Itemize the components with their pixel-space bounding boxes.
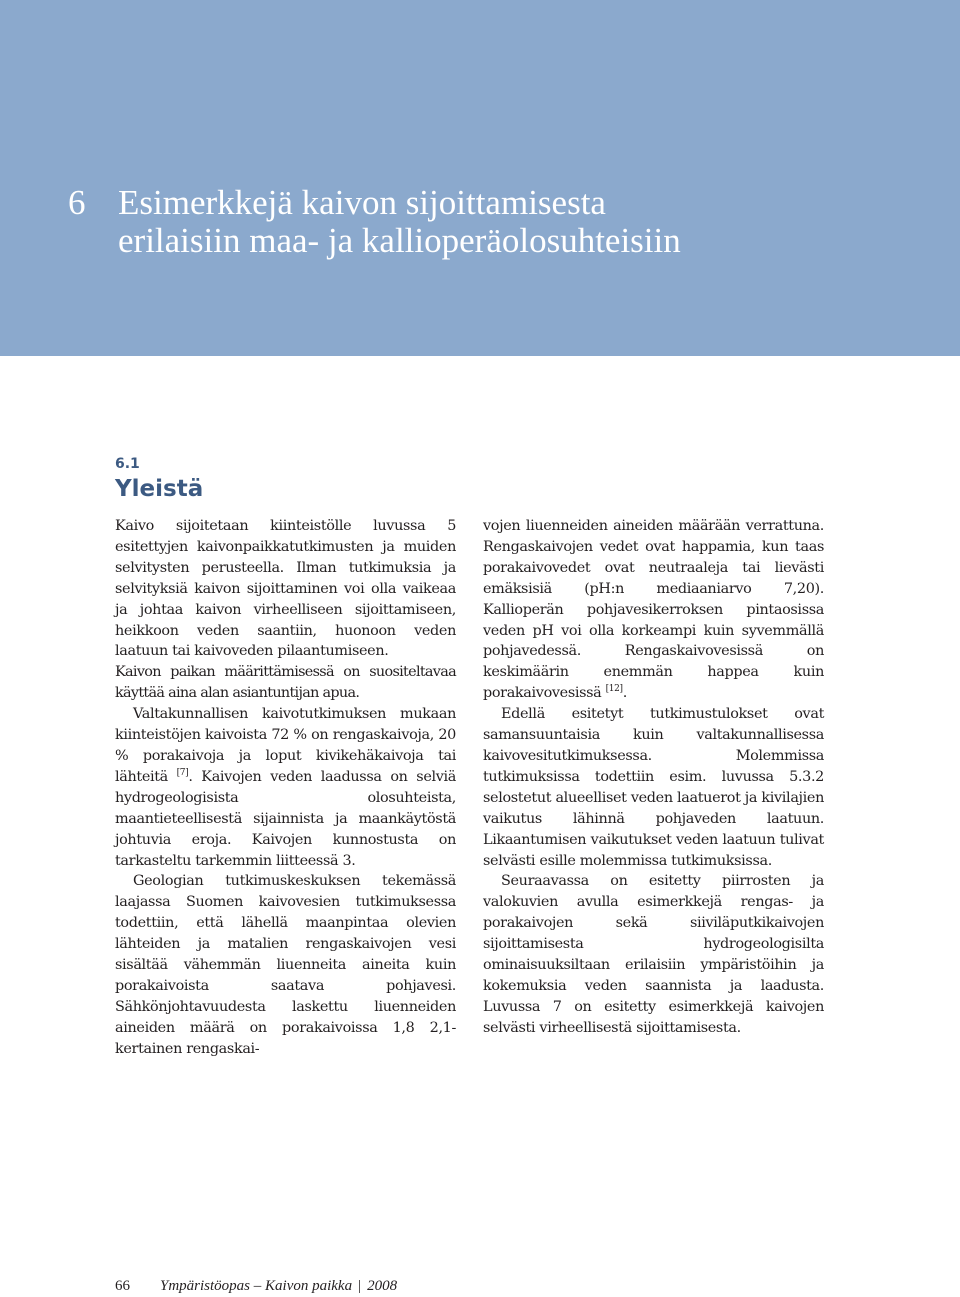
- paragraph: Kaivon paikan määrittämisessä on suositeltavaa käyttää aina alan asiantuntijan apua.: [115, 664, 456, 702]
- paragraph: Seuraavassa on esitetty piirrosten ja valokuvien avulla esimerkkejä rengas- ja porakaivojen sekä siiviläputkikaivojen sijoittamisesta hydrogeologisilta ominaisuuksiltaan erilaisiin ympäristöihin ja kokemuksia veden saannista ja laadusta. Luvussa 7 on esitetty esimerkkejä kaivojen selvästi virheellisestä sijoittamisesta.: [483, 873, 824, 1036]
- paragraph: Edellä esitetyt tutkimustulokset ovat samansuuntaisia kuin valtakunnallisessa kaivovesitutkimuksessa. Molemmissa tutkimuksissa todettiin esim. luvussa 5.3.2 selostetut alueelliset veden laatuerot ja kivilajien vaikutus lähinnä pohjaveden laatuun. Likaantumisen vaikutukset veden laatuun tulivat selvästi esille molemmissa tutkimuksissa.: [483, 706, 824, 869]
- paragraph-text: .: [622, 685, 627, 702]
- paragraph-text: Valtakunnallisen kaivotutkimuksen mukaan kiinteistöjen kaivoista 72 % on rengaskaivoja, 20 % porakaivoja ja loput kivikehäkaivoja tai lähteitä: [115, 706, 456, 785]
- publication-year: 2008: [367, 1278, 398, 1294]
- reference-number: [7]: [176, 767, 189, 778]
- chapter-title: [118, 184, 681, 260]
- paragraph-text: vojen liuenneiden aineiden määrään verrattuna. Rengaskaivojen vedet ovat happamia, kun taas porakaivovedet ovat neutraaleja tai lievästi emäksisiä (pH:n mediaaniarvo 7,20). Kallioperän pohjavesikerroksen pintaosissa veden pH voi olla korkeampi kuin syvemmällä pohjavedessä. Rengaskaivovesissä on keskimäärin enemmän happea kuin porakaivovesissä: [483, 518, 824, 702]
- section-number: 6.1: [115, 456, 140, 472]
- chapter-number: 6: [68, 183, 86, 222]
- section-title: Yleistä: [115, 476, 204, 502]
- publication-title: Ympäristöopas – Kaivon paikka: [160, 1278, 353, 1294]
- chapter-banner: [0, 0, 960, 356]
- paragraph-text: . Kaivojen veden laadussa on selviä hydrogeologisista olosuhteista, maantieteellisestä sijainnista ja maankäytöstä johtuvia eroja. Kaivojen kunnostusta on tarkasteltu tarkemmin liitteessä 3.: [115, 768, 456, 869]
- paragraph: [115, 704, 456, 871]
- paragraph: Kaivo sijoitetaan kiinteistölle luvussa 5 esitettyjen kaivonpaikkatutkimusten ja muiden selvitysten perusteella. Ilman tutkimuksia ja selvityksiä kaivon sijoittaminen voi olla vaikeaa ja johtaa kaivon virheelliseen sijoittamiseen, heikkoon veden saantiin, huonoon veden laatuun tai kaivoveden pilaantumiseen.: [115, 518, 456, 660]
- right-text-column: [483, 516, 824, 1039]
- footer-separator: |: [358, 1278, 362, 1294]
- page-footer: [115, 1278, 397, 1295]
- chapter-title-line-2: erilaisiin maa- ja kallioperäolosuhteisiin: [118, 221, 681, 260]
- left-text-column: [115, 516, 456, 1060]
- chapter-title-line-1: Esimerkkejä kaivon sijoittamisesta: [118, 183, 606, 222]
- paragraph: Geologian tutkimuskeskuksen tekemässä laajassa Suomen kaivovesien tutkimuksessa todettiin, että lähellä maanpintaa olevien lähteiden ja matalien rengaskaivojen vesi sisältää vähemmän liuenneita aineita kuin porakaivoista saatava pohjavesi. Sähkönjohtavuudesta laskettu liuenneiden aineiden määrä on porakaivoissa 1,8 2,1-kertainen rengaskai-: [115, 873, 456, 1057]
- reference-number: [12]: [605, 684, 623, 695]
- paragraph: [483, 516, 824, 704]
- page-number: 66: [115, 1278, 130, 1294]
